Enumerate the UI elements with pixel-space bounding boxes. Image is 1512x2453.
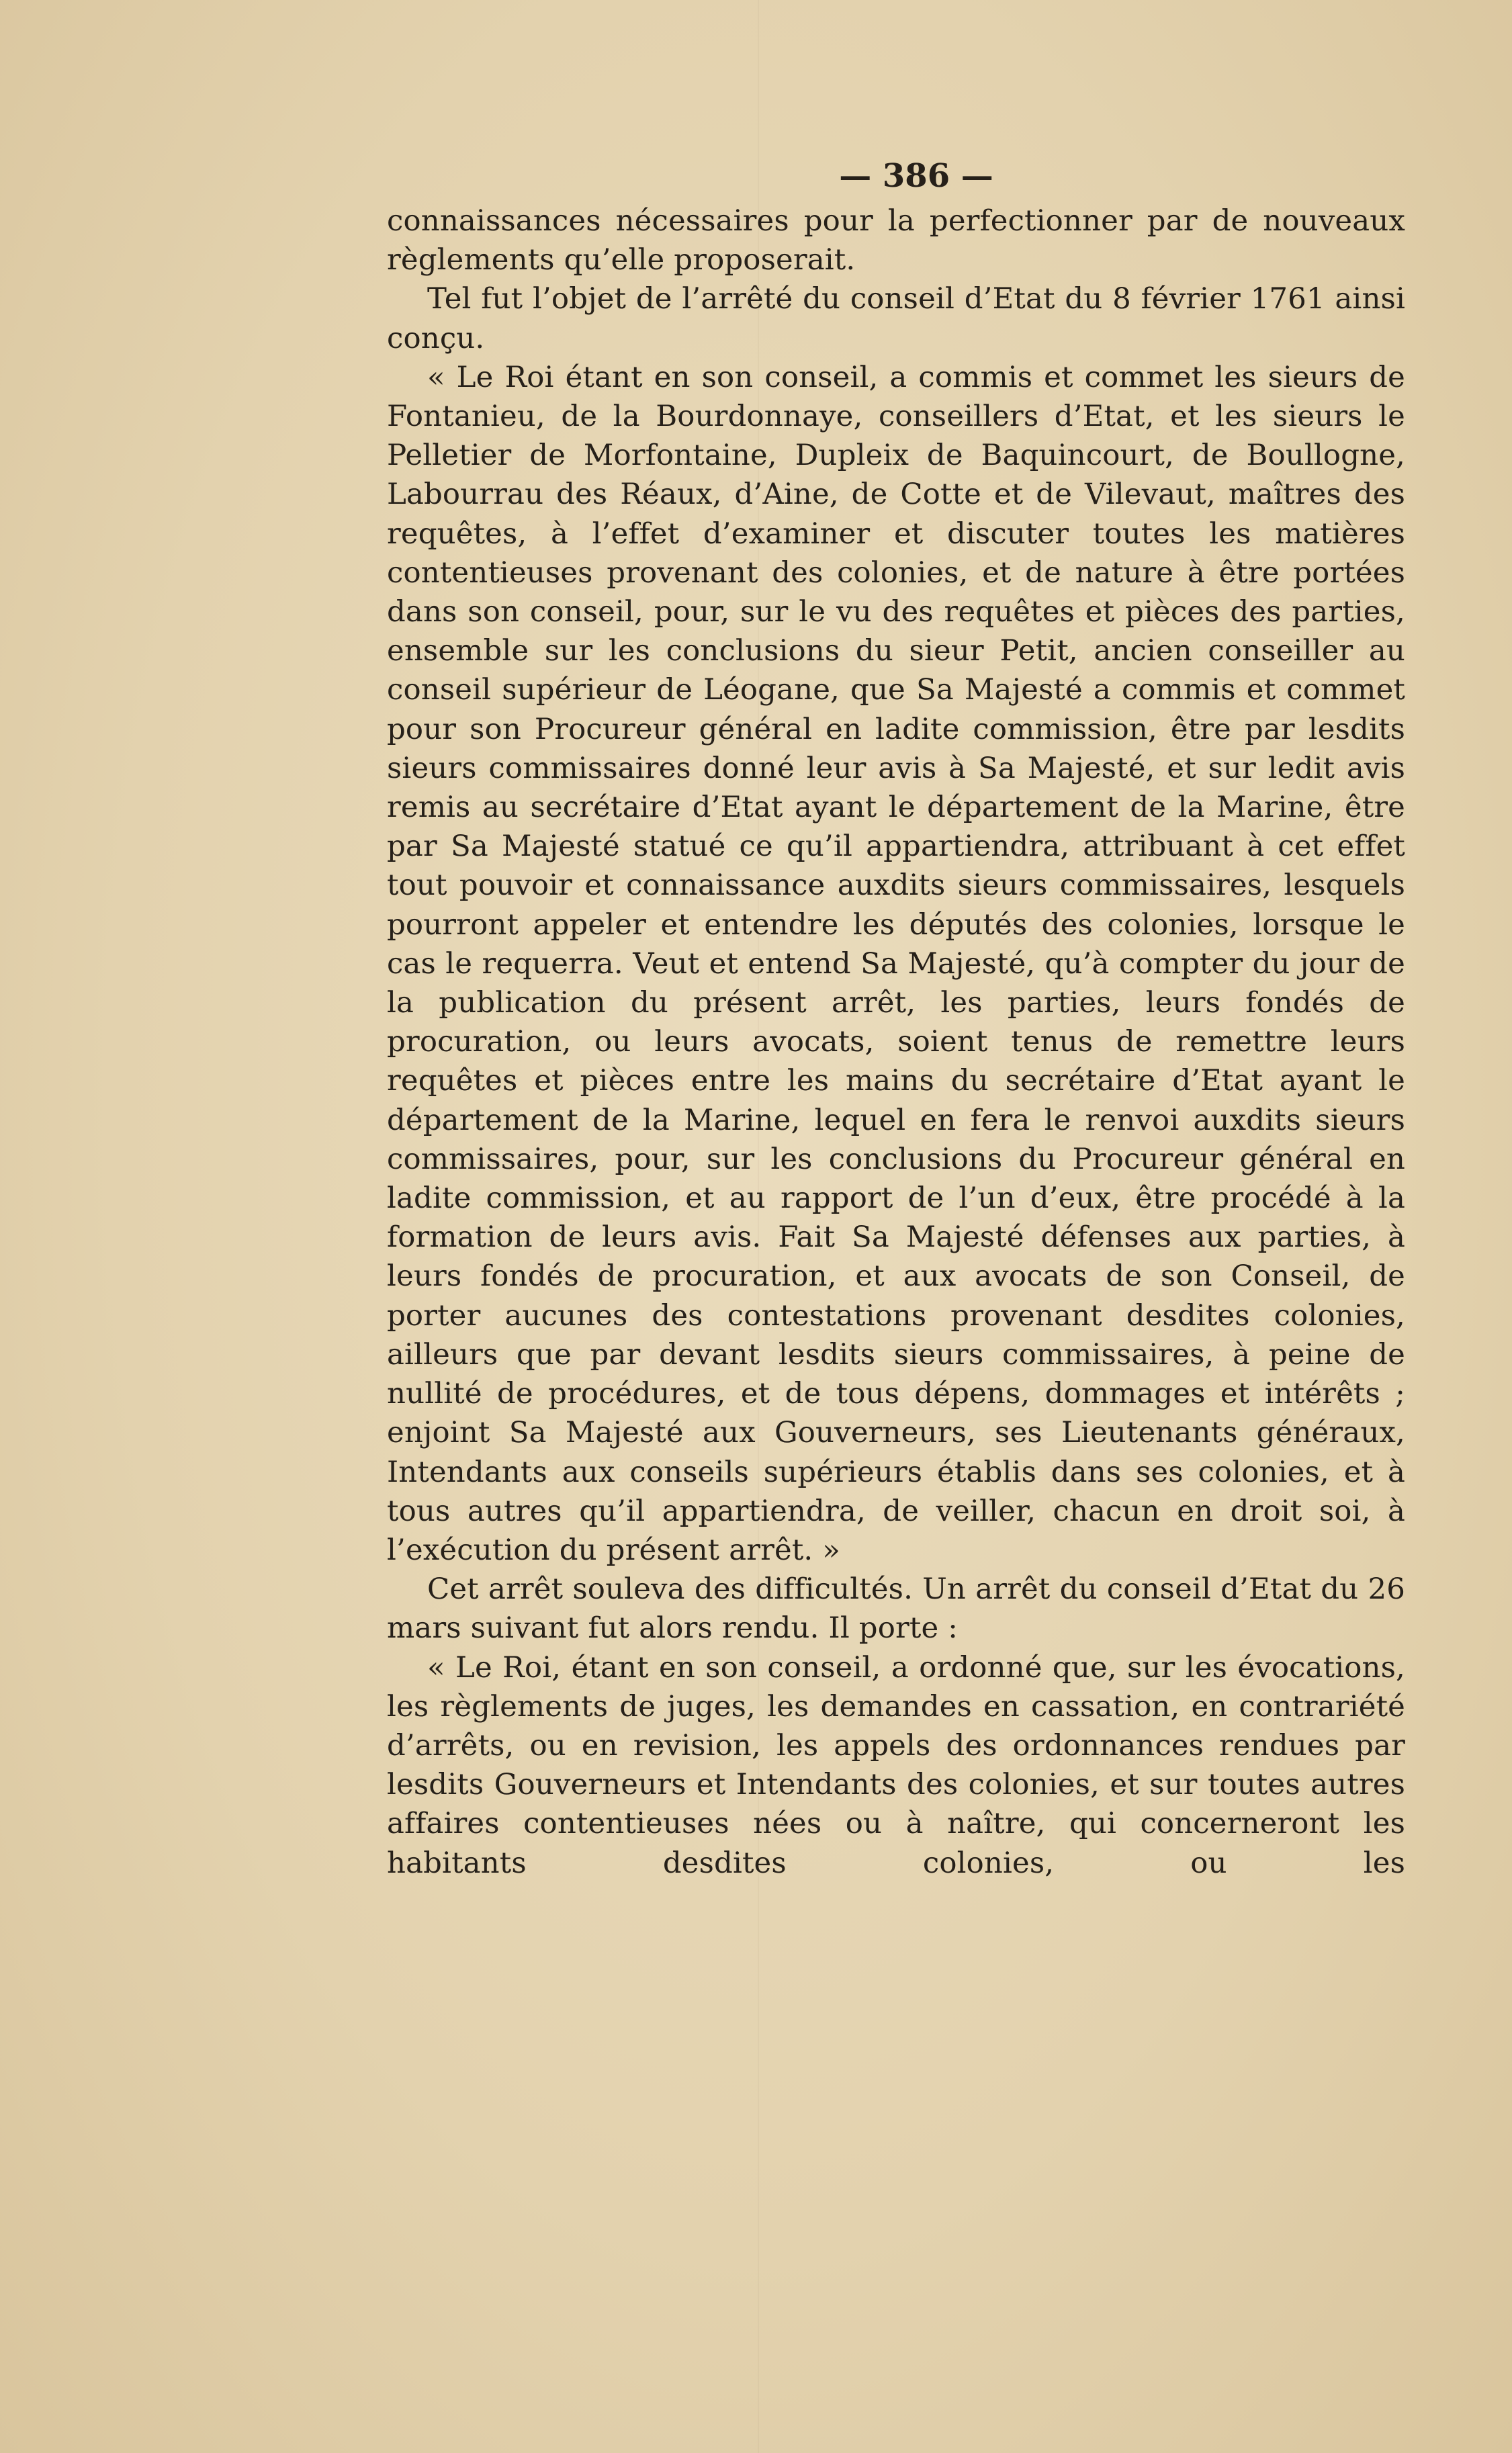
paragraph-1: connaissances nécessaires pour la perfectionner par de nouveaux règlements qu’elle proposerait. <box>387 204 1405 277</box>
paragraph-2: Tel fut l’objet de l’arrêté du conseil d’Etat du 8 février 1761 ainsi conçu. <box>387 282 1405 355</box>
paragraph-3: « Le Roi étant en son conseil, a commis et commet les sieurs de Fontanieu, de la Bourdonnaye, conseillers d’Etat, et les sieurs le Pelletier de Morfontaine, Dupleix de Baquincourt, de Boullogne, Labourrau des Réaux, d’Aine, de Cotte et de Vilevaut, maîtres des requêtes, à l’effet d’examiner et discuter toutes les matières contentieuses provenant des colonies, et de nature à être portées dans son conseil, pour, sur le vu des requêtes et pièces des parties, ensemble sur les conclusions du sieur Petit, ancien conseiller au conseil supérieur de Léogane, que Sa Majesté a commis et commet pour son Procureur général en ladite commission, être par lesdits sieurs commissaires donné leur avis à Sa Majesté, et sur ledit avis remis au secrétaire d’Etat ayant le département de la Marine, être par Sa Majesté statué ce qu’il appartiendra, attribuant à cet effet tout pouvoir et connaissance auxdits sieurs commissaires, lesquels pourront appeler et entendre les députés des colonies, lorsque le cas le requerra. Veut et entend Sa Majesté, qu’à compter du jour de la publication du présent arrêt, les parties, leurs fondés de procuration, ou leurs avocats, soient tenus de remettre leurs requêtes et pièces entre les mains du secrétaire d’Etat ayant le département de la Marine, lequel en fera le renvoi auxdits sieurs commissaires, pour, sur les conclusions du Procureur général en ladite commission, et au rapport de l’un d’eux, être procédé à la formation de leurs avis. Fait Sa Majesté défenses aux parties, à leurs fondés de procuration, et aux avocats de son Conseil, de porter aucunes des contestations provenant desdites colonies, ailleurs que par devant lesdits sieurs commissaires, à peine de nullité de procédures, et de tous dépens, dommages et intérêts ; enjoint Sa Majesté aux Gouverneurs, ses Lieutenants généraux, Intendants aux conseils supérieurs établis dans ses colonies, et à tous autres qu’il appartiendra, de veiller, chacun en droit soi, à l’exécution du présent arrêt. » <box>387 360 1405 1567</box>
text-block <box>387 156 1405 1883</box>
page-number: — 386 — <box>839 157 993 195</box>
paragraph-4: Cet arrêt souleva des difficultés. Un arrêt du conseil d’Etat du 26 mars suivant fut alors rendu. Il porte : <box>387 1572 1405 1646</box>
paragraph-5: « Le Roi, étant en son conseil, a ordonné que, sur les évocations, les règlements de juges, les demandes en cassation, en contrariété d’arrêts, ou en revision, les appels des ordonnances rendues par lesdits Gouverneurs et Intendants des colonies, et sur toutes autres affaires contentieuses nées ou à naître, qui concerneront les habitants desdites colonies, ou les <box>387 1650 1405 1880</box>
